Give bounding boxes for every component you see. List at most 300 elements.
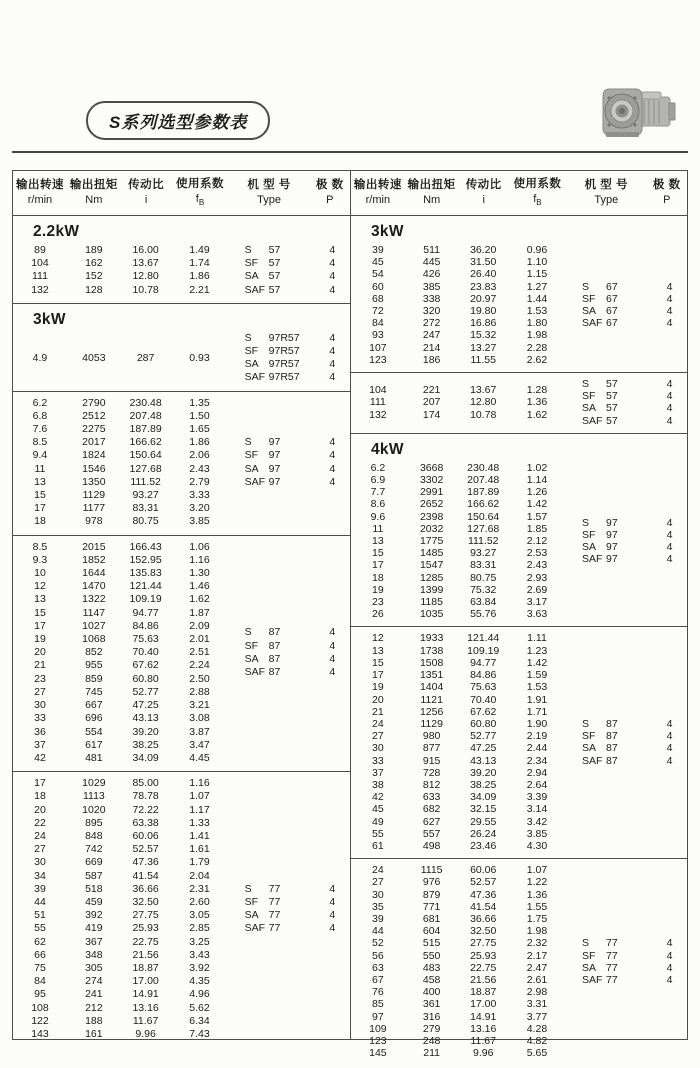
- table-row: [13, 870, 229, 883]
- type-row: [229, 883, 350, 896]
- header-ratio: [459, 178, 509, 207]
- cell-ratio: 36.66: [132, 882, 159, 895]
- table-row: [13, 620, 229, 633]
- cell-torque: 338: [422, 292, 441, 305]
- table-section: [13, 303, 350, 391]
- type-size: 77: [606, 937, 618, 950]
- type-row: [229, 626, 350, 639]
- cell-speed: 44: [372, 925, 384, 938]
- cell-ratio: 13.16: [132, 1001, 159, 1014]
- type-prefix: S: [244, 882, 252, 895]
- cell-factor: 3.85: [526, 827, 548, 840]
- table-row: [351, 462, 566, 474]
- table-row: [351, 937, 566, 949]
- cell-speed: 42: [372, 791, 384, 804]
- type-row: [229, 244, 350, 257]
- cell-speed: 15: [34, 606, 46, 619]
- section-content: [351, 462, 687, 621]
- cell-speed: 8.5: [32, 540, 48, 553]
- type-prefix: SF: [244, 449, 259, 462]
- cell-ratio: 121.44: [467, 632, 500, 645]
- table-row: [351, 986, 566, 998]
- type-label: 机 型 号: [584, 179, 628, 192]
- table-row: [13, 1015, 229, 1028]
- cell-factor: 4.82: [526, 1034, 548, 1047]
- cell-ratio: 39.20: [470, 766, 497, 779]
- cell-ratio: 16.86: [470, 317, 497, 330]
- cell-ratio: 72.22: [132, 803, 159, 816]
- cell-speed: 18: [34, 515, 46, 528]
- poles-value: 4: [329, 257, 336, 270]
- cell-speed: 66: [34, 948, 46, 961]
- cell-factor: 2.88: [189, 685, 210, 698]
- cell-factor: 3.14: [526, 803, 548, 816]
- cell-torque: 1350: [82, 475, 106, 488]
- cell-speed: 6.2: [32, 396, 48, 409]
- cell-factor: 2.60: [189, 895, 210, 908]
- table-row: [13, 659, 229, 672]
- cell-factor: 4.28: [526, 1022, 548, 1035]
- poles-value: 4: [329, 244, 336, 256]
- cell-torque: 955: [85, 659, 103, 672]
- cell-torque: 557: [422, 827, 441, 840]
- table-row: [351, 354, 566, 366]
- torque-unit: Nm: [85, 194, 103, 207]
- cell-ratio: 127.68: [467, 522, 500, 535]
- table-row: [351, 864, 566, 876]
- type-prefix: SF: [582, 390, 596, 403]
- type-row: [229, 896, 350, 909]
- cell-speed: 30: [372, 888, 384, 901]
- poles-value: 4: [329, 449, 336, 462]
- type-row: [566, 541, 687, 553]
- cell-speed: 123: [369, 353, 387, 366]
- type-list: [229, 332, 350, 385]
- cell-factor: 3.47: [189, 738, 210, 751]
- table-row: [13, 975, 229, 988]
- type-row: [229, 640, 350, 653]
- cell-factor: 2.98: [526, 986, 548, 999]
- cell-ratio: 32.15: [470, 803, 497, 816]
- cell-factor: 5.62: [189, 1001, 210, 1014]
- cell-ratio: 47.25: [132, 699, 159, 712]
- table-row: [351, 384, 566, 396]
- cell-ratio: 63.38: [132, 816, 159, 829]
- type-row: [566, 317, 687, 329]
- type-prefix: SAF: [582, 317, 603, 330]
- cell-speed: 60: [372, 280, 384, 293]
- cell-torque: 669: [85, 856, 103, 869]
- cell-factor: 2.94: [526, 766, 548, 779]
- type-prefix: S: [582, 717, 590, 730]
- cell-factor: 1.44: [526, 292, 548, 305]
- poles-value: 4: [329, 882, 336, 895]
- cell-speed: 111: [369, 396, 386, 409]
- cell-speed: 44: [34, 895, 46, 908]
- type-size: 87: [268, 652, 281, 665]
- power-heading: 4kW: [371, 440, 404, 458]
- cell-speed: 13: [34, 593, 46, 606]
- poles-value: 4: [666, 280, 673, 293]
- type-prefix: SAF: [244, 922, 266, 935]
- table-row: [351, 523, 566, 535]
- type-row: [566, 378, 687, 390]
- cell-torque: 1775: [419, 535, 444, 548]
- cell-torque: 445: [422, 256, 441, 269]
- cell-speed: 68: [372, 292, 384, 305]
- cell-ratio: 111.52: [130, 475, 161, 488]
- cell-factor: 1.33: [189, 816, 210, 829]
- cell-ratio: 166.43: [129, 540, 162, 553]
- poles-value: 4: [666, 390, 673, 403]
- table-row: [13, 1028, 229, 1041]
- poles-value: 4: [666, 305, 673, 318]
- table-section: [13, 771, 350, 1047]
- cell-torque: 633: [422, 791, 441, 804]
- cell-factor: 1.26: [526, 486, 548, 499]
- cell-ratio: 70.40: [132, 646, 159, 659]
- ratio-label: 传动比: [465, 179, 502, 192]
- cell-ratio: 47.25: [470, 742, 497, 755]
- cell-torque: 1147: [82, 606, 106, 619]
- cell-ratio: 27.75: [132, 909, 159, 922]
- table-row: [13, 646, 229, 659]
- cell-ratio: 19.80: [470, 305, 497, 318]
- cell-ratio: 32.50: [132, 895, 159, 908]
- cell-torque: 877: [422, 742, 441, 755]
- cell-ratio: 166.62: [129, 436, 162, 449]
- type-size: 97: [268, 462, 281, 475]
- cell-factor: 3.87: [189, 725, 210, 738]
- cell-speed: 37: [372, 766, 384, 779]
- poles-value: 4: [329, 922, 336, 935]
- cell-speed: 76: [372, 986, 384, 999]
- type-size: 87: [268, 626, 281, 639]
- table-row: [351, 1035, 566, 1047]
- cell-factor: 1.90: [526, 717, 548, 730]
- cell-factor: 3.08: [189, 712, 210, 725]
- cell-ratio: 18.87: [470, 986, 497, 999]
- table-row: [13, 1002, 229, 1015]
- poles-value: 4: [666, 973, 673, 986]
- table-row: [351, 498, 566, 510]
- table-row: [351, 925, 566, 937]
- type-row: [566, 305, 687, 317]
- table-row: [351, 409, 566, 421]
- cell-speed: 104: [31, 257, 49, 270]
- cell-torque: 550: [422, 949, 441, 962]
- cell-factor: 2.21: [189, 283, 210, 296]
- cell-ratio: 11.67: [132, 1014, 159, 1027]
- type-prefix: SAF: [244, 666, 266, 679]
- type-size: 97: [268, 475, 281, 488]
- cell-torque: 771: [422, 900, 441, 913]
- cell-speed: 122: [31, 1014, 49, 1027]
- type-row: [566, 390, 687, 402]
- type-prefix: S: [582, 516, 590, 529]
- type-row: [566, 974, 687, 986]
- cell-ratio: 10.78: [132, 283, 159, 296]
- cell-speed: 11: [372, 522, 384, 535]
- type-size: 57: [268, 283, 281, 296]
- cell-torque: 617: [85, 738, 103, 751]
- cell-speed: 84: [34, 975, 46, 988]
- cell-speed: 107: [369, 341, 387, 354]
- cell-speed: 26: [372, 608, 384, 621]
- type-prefix: SA: [244, 358, 259, 371]
- cell-factor: 2.01: [189, 633, 210, 646]
- poles-value: 4: [666, 961, 673, 974]
- cell-speed: 30: [372, 742, 384, 755]
- type-row: [229, 257, 350, 270]
- poles-value: 4: [666, 402, 673, 415]
- table-row: [13, 856, 229, 869]
- table-row: [13, 949, 229, 962]
- cell-factor: 2.04: [189, 869, 210, 882]
- cell-speed: 19: [34, 633, 46, 646]
- cell-speed: 15: [34, 489, 46, 502]
- cell-speed: 9.4: [32, 449, 48, 462]
- table-row: [13, 896, 229, 909]
- type-size: 77: [606, 961, 618, 974]
- table-row: [13, 449, 229, 462]
- table-row: [13, 515, 229, 528]
- table-row: [351, 876, 566, 888]
- type-row: [566, 755, 687, 767]
- table-row: [351, 342, 566, 354]
- cell-factor: 7.43: [189, 1027, 210, 1040]
- cell-torque: 162: [85, 257, 103, 270]
- table-row: [351, 486, 566, 498]
- cell-factor: 3.92: [189, 961, 210, 974]
- cell-speed: 8.6: [370, 498, 386, 511]
- type-size: 97R57: [268, 331, 300, 344]
- type-size: 57: [606, 402, 618, 415]
- cell-factor: 2.24: [189, 659, 210, 672]
- table-section: [351, 626, 687, 858]
- table-row: [13, 790, 229, 803]
- type-row: [566, 402, 687, 414]
- cell-torque: 1547: [419, 559, 444, 572]
- poles-value: 4: [666, 292, 673, 305]
- table-row: [351, 950, 566, 962]
- cell-torque: 2991: [419, 486, 444, 499]
- cell-factor: 1.36: [526, 888, 548, 901]
- cell-factor: 1.98: [526, 925, 548, 938]
- cell-ratio: 207.48: [467, 474, 500, 487]
- data-rows: [351, 462, 566, 621]
- type-prefix: SA: [582, 961, 597, 974]
- table-section: [13, 391, 350, 535]
- cell-speed: 132: [369, 408, 387, 421]
- cell-factor: 3.25: [189, 935, 210, 948]
- cell-torque: 812: [422, 778, 441, 791]
- cell-factor: 2.64: [526, 778, 548, 791]
- cell-ratio: 60.06: [470, 864, 497, 877]
- cell-ratio: 31.50: [470, 256, 497, 269]
- cell-torque: 3668: [419, 461, 444, 474]
- cell-ratio: 287: [136, 351, 155, 364]
- cell-ratio: 32.50: [470, 925, 497, 938]
- cell-speed: 93: [372, 329, 384, 342]
- cell-ratio: 26.40: [470, 268, 497, 281]
- cell-speed: 39: [34, 882, 46, 895]
- cell-torque: 274: [85, 975, 103, 988]
- cell-factor: 1.75: [526, 912, 548, 925]
- cell-speed: 27: [34, 843, 46, 856]
- cell-torque: 511: [423, 244, 440, 256]
- cell-factor: 1.57: [526, 510, 548, 523]
- cell-torque: 2015: [82, 540, 106, 553]
- type-size: 77: [268, 922, 281, 935]
- cell-factor: 1.27: [526, 280, 548, 293]
- cell-ratio: 14.91: [470, 1010, 497, 1023]
- cell-ratio: 23.46: [470, 839, 497, 852]
- cell-factor: 1.50: [189, 409, 210, 422]
- type-size: 87: [606, 742, 618, 755]
- cell-torque: 1399: [419, 583, 444, 596]
- cell-speed: 6.2: [370, 461, 386, 474]
- cell-torque: 1470: [82, 580, 106, 593]
- table-row: [351, 889, 566, 901]
- cell-ratio: 39.20: [132, 725, 159, 738]
- cell-speed: 33: [372, 754, 384, 767]
- cell-factor: 3.17: [526, 596, 548, 609]
- cell-torque: 2512: [82, 409, 106, 422]
- cell-speed: 17: [34, 619, 46, 632]
- cell-factor: 2.43: [526, 559, 548, 572]
- type-row: [229, 909, 350, 922]
- poles-value: 4: [666, 317, 673, 330]
- cell-speed: 109: [369, 1022, 387, 1035]
- table-row: [351, 1023, 566, 1035]
- cell-ratio: 11.67: [470, 1034, 496, 1047]
- cell-ratio: 60.06: [132, 829, 159, 842]
- cell-speed: 7.7: [370, 486, 386, 499]
- type-prefix: S: [244, 626, 252, 639]
- type-size: 97: [268, 436, 281, 449]
- table-header-left: [13, 171, 350, 216]
- cell-speed: 15: [372, 656, 384, 669]
- cell-speed: 30: [34, 856, 46, 869]
- cell-factor: 1.98: [526, 329, 548, 342]
- cell-ratio: 83.31: [470, 559, 497, 572]
- cell-ratio: 41.54: [470, 900, 497, 913]
- section-content: [351, 378, 687, 427]
- table-row: [351, 694, 566, 706]
- cell-speed: 12: [372, 632, 384, 645]
- cell-torque: 745: [85, 685, 103, 698]
- poles-label: 极 数: [315, 179, 344, 192]
- cell-factor: 2.85: [189, 922, 210, 935]
- table-row: [13, 607, 229, 620]
- poles-value: 4: [329, 475, 336, 488]
- cell-torque: 128: [85, 283, 103, 296]
- cell-ratio: 94.77: [470, 656, 497, 669]
- cell-factor: 3.20: [189, 502, 210, 515]
- cell-ratio: 21.56: [132, 948, 159, 961]
- cell-torque: 188: [85, 1014, 103, 1027]
- cell-speed: 20: [34, 646, 46, 659]
- cell-ratio: 17.00: [470, 998, 497, 1011]
- table-row: [351, 317, 566, 329]
- cell-ratio: 16.00: [132, 244, 159, 256]
- table-section: [351, 216, 687, 372]
- cell-factor: 2.44: [526, 742, 548, 755]
- cell-factor: 1.16: [189, 777, 210, 790]
- cell-factor: 2.50: [189, 672, 210, 685]
- type-list: [566, 244, 687, 366]
- cell-torque: 1546: [82, 462, 106, 475]
- cell-torque: 3302: [419, 474, 444, 487]
- cell-factor: 2.32: [526, 937, 548, 950]
- cell-ratio: 60.80: [132, 672, 159, 685]
- table-row: [13, 244, 229, 257]
- table-row: [13, 463, 229, 476]
- cell-torque: 481: [85, 751, 103, 764]
- table-row: [351, 305, 566, 317]
- table-row: [13, 843, 229, 856]
- poles-value: 4: [329, 626, 336, 639]
- cell-ratio: 34.09: [132, 751, 159, 764]
- table-row: [351, 572, 566, 584]
- table-row: [13, 541, 229, 554]
- table-row: [13, 752, 229, 765]
- table-row: [13, 284, 229, 297]
- table-row: [351, 816, 566, 828]
- poles-value: 4: [329, 358, 336, 371]
- ratio-unit: i: [482, 194, 485, 207]
- type-prefix: S: [244, 244, 252, 256]
- cell-torque: 515: [422, 937, 441, 950]
- cell-factor: 2.62: [526, 353, 548, 366]
- cell-ratio: 13.16: [470, 1022, 497, 1035]
- type-size: 57: [268, 257, 281, 270]
- cell-factor: 1.16: [189, 553, 210, 566]
- cell-factor: 2.69: [526, 583, 548, 596]
- factor-label: 使用系数: [176, 178, 224, 191]
- cell-factor: 1.06: [189, 540, 210, 553]
- cell-factor: 1.10: [526, 256, 548, 269]
- cell-speed: 145: [369, 1047, 387, 1060]
- cell-torque: 696: [85, 712, 103, 725]
- cell-factor: 2.28: [526, 341, 548, 354]
- cell-ratio: 47.36: [470, 888, 497, 901]
- cell-speed: 52: [372, 937, 384, 950]
- type-size: 97: [606, 528, 618, 541]
- type-row: [566, 962, 687, 974]
- cell-ratio: 230.48: [467, 461, 500, 474]
- type-prefix: SA: [244, 462, 259, 475]
- data-rows: [13, 244, 229, 297]
- type-prefix: SF: [244, 345, 259, 358]
- type-row: [566, 553, 687, 565]
- cell-torque: 848: [85, 829, 103, 842]
- cell-torque: 2017: [82, 436, 106, 449]
- cell-speed: 33: [34, 712, 46, 725]
- cell-factor: 1.22: [526, 876, 548, 889]
- header-speed: [351, 178, 405, 207]
- cell-torque: 1129: [420, 717, 443, 730]
- table-row: [13, 436, 229, 449]
- cell-speed: 15: [372, 547, 384, 560]
- cell-speed: 123: [369, 1034, 387, 1047]
- table-row: [351, 244, 566, 256]
- table-row: [13, 410, 229, 423]
- type-list: [566, 462, 687, 621]
- poles-value: 4: [329, 436, 336, 449]
- cell-ratio: 80.75: [132, 515, 159, 528]
